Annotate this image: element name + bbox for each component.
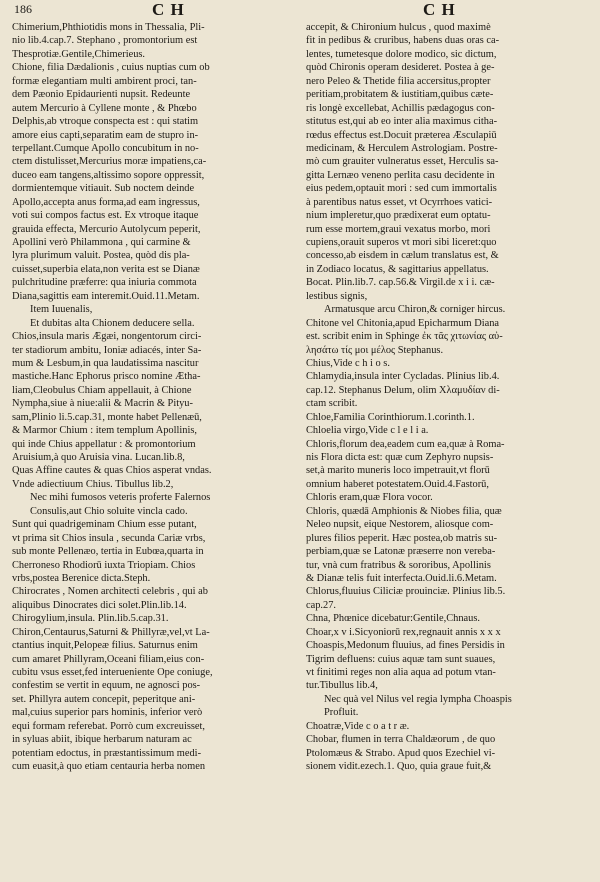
text-line: plures filios peperit. Hæc postea,ob matris su- <box>306 532 498 544</box>
text-line: ctam scribit. <box>306 398 358 410</box>
text-line: Delphis,ab vtroque conspecta est : qui statim <box>12 116 199 128</box>
text-line: lentes, tumetesque dolore modico, sic dictum, <box>306 48 497 60</box>
text-line: peritiam,probitatem & iustitiam,quibus cæte- <box>306 89 494 101</box>
text-line: quòd Chironis operam desideret. Postea à ge- <box>306 62 495 74</box>
text-line: Diana,sagittis eam interemit.Ouid.11.Metam. <box>12 290 200 302</box>
text-line: Sunt qui quadrigeminam Chium esse putant, <box>12 519 197 531</box>
text-line: Nympha,siue à niue:alii & Macrin & Pityu- <box>12 398 193 410</box>
text-line: gitta Lernæo veneno perlita casu decidente in <box>306 169 495 181</box>
text-line: nio lib.4.cap.7. Stephano , promontorium est <box>12 35 198 47</box>
text-line: set,à marito muneris loco impetrauit,vt florū <box>306 465 490 477</box>
page-number: 186 <box>14 2 32 16</box>
text-line: pulchritudine præferre: qua iniuria commota <box>12 277 197 289</box>
text-line: ctem distulisset,Mercurius moræ impatiens,ca- <box>12 156 207 168</box>
text-line: vt finitimi reges non alia aqua ad potum vtan- <box>306 667 496 678</box>
text-line: Chlamydia,insula inter Cycladas. Plinius lib.4. <box>306 371 500 383</box>
text-line: voti sui compos factus est. Ex vtroque itaque <box>12 210 199 222</box>
text-line: nium impleretur,quo prædixerat eum optatu- <box>306 210 491 222</box>
text-line: Bocat. Plin.lib.7. cap.56.& Virgil.de x i i. cæ- <box>306 277 495 289</box>
text-line: & Dianæ telis fuit interfecta.Ouid.li.6.Metam. <box>306 572 497 584</box>
text-line: Chimerium,Phthiotidis mons in Thessalia, Pli- <box>12 22 205 33</box>
text-line: dem Pæonio Epidaurienti nupsit. Redeunte <box>12 89 191 101</box>
text-line: Neleo nupsit, eique Nestorem, aliosque com- <box>306 519 494 531</box>
text-line: equi formam referebat. Porrò cum excreuisset, <box>12 720 206 732</box>
running-head-left: C H <box>152 0 185 19</box>
text-line: Choar,x v i.Sicyoniorū rex,regnauit annis x x x <box>306 626 501 638</box>
text-line: perbiam,quæ se Latonæ præserre non vereba- <box>306 546 496 558</box>
text-line: Chitone vel Chitonia,apud Epicharmum Diana <box>306 317 500 329</box>
text-line: accepit, & Chironium hulcus , quod maximè <box>306 22 491 33</box>
text-line: ris longè excellebat, Achillis pædagogus con- <box>306 102 495 114</box>
text-line: est. scribit enim in Sphinge ἐκ τᾶς χιτωνίας αὐ- <box>306 331 503 343</box>
text-line: concesso,ab eisdem in cælum translatus est, & <box>306 250 499 262</box>
left-column <box>12 21 298 774</box>
text-line: amore eius capti,separatim eam de stupro in- <box>12 129 199 141</box>
text-line: potentiam edoctus, in præstantissimum medi- <box>12 747 202 759</box>
text-line: Armatusque arcu Chiron,& corniger hircus. <box>324 304 506 316</box>
text-line: Chloelia virgo,Vide c l e l i a. <box>306 425 429 437</box>
text-line: Chione, filia Dædalionis , cuius nuptias cum ob <box>12 62 210 74</box>
text-line: terpellant.Cumque Apollo concubitum in no- <box>12 142 199 154</box>
text-line: Aruisium,à quo Aruisia vina. Lucan.lib.8, <box>12 452 185 463</box>
text-line: Chius,Vide c h i o s. <box>306 357 390 369</box>
text-line: cupiens,orauit superos vt mori sibi liceret:quo <box>306 237 497 248</box>
text-line: Choatræ,Vide c o a t r æ. <box>306 720 410 732</box>
text-line: Thesprotiæ.Gentile,Chimerieus. <box>12 48 146 60</box>
text-line: aliquibus Dinocrates dici solet.Plin.lib.14. <box>12 599 187 611</box>
text-line: eius pedem,optauit mori : sed cum immortalis <box>306 183 497 195</box>
text-line: Quas Affine cautes & quas Chios asperat vndas. <box>12 465 212 477</box>
text-line: & Marmor Chium : item templum Apollinis, <box>12 425 198 437</box>
text-line: tur.Tibullus lib.4, <box>306 680 378 692</box>
text-line: Nec mihi fumosos veteris proferte Falernos <box>30 492 211 504</box>
text-line: set. Phillyra autem concepit, peperitque ani- <box>12 693 196 705</box>
text-line: nero Peleo & Thetide filia accersitus,propter <box>306 75 491 87</box>
text-line: tur, vnà cum fratribus & sororibus, Apollinis <box>306 559 491 571</box>
right-column <box>306 21 592 774</box>
text-line: dormientemque vitiauit. Sub noctem deinde <box>12 183 195 195</box>
text-line: Nec quà vel Nilus vel regia lympha Choaspis <box>324 693 512 705</box>
text-line: Apollo,accepta anus forma,ad eam ingressus, <box>12 196 200 208</box>
text-line: cap.27. <box>306 599 337 611</box>
text-line: Et dubitas alta Chionem deducere sella. <box>30 317 195 329</box>
text-line: confestim se vertit in equum, ne agnosci pos- <box>12 680 201 692</box>
text-line: Vnde adiectiuum Chius. Tibullus lib.2, <box>12 478 174 490</box>
text-line: sam,Plinio li.5.cap.31, monte habet Pellenæū, <box>12 411 202 423</box>
text-line: Item Iuuenalis, <box>30 304 93 316</box>
text-line: Chobar, flumen in terra Chaldæorum , de quo <box>306 734 496 746</box>
text-line: sionem vidit.ezech.1. Quo, quia graue fuit,& <box>306 761 492 773</box>
text-line: Consulis,aut Chio soluite vincla cado. <box>30 505 188 517</box>
text-line: cubitu vsus esset,fed interueniente Ope coniuge, <box>12 667 213 678</box>
running-head-right: C H <box>423 0 456 19</box>
text-line: mastiche.Hanc Ephorus prisco nomine Ætha- <box>12 371 201 383</box>
text-line: Chna, Phœnice dicebatur:Gentile,Chnaus. <box>306 613 481 625</box>
text-line: Chios,insula maris Ægæi, nongentorum circi- <box>12 331 202 343</box>
text-line: autem Mercurio à Cyllene monte , & Phœbo <box>12 102 197 114</box>
text-line: Chloris,florum dea,eadem cum ea,quæ à Roma- <box>306 438 505 450</box>
text-line: cum euasit,à quo etiam centauria herba nomen <box>12 761 206 773</box>
text-line: medicinam, & Herculem Astrologiam. Postre- <box>306 142 498 154</box>
text-line: ctantius inquit,Pelopeæ filius. Saturnus enim <box>12 640 198 652</box>
text-line: Profluit. <box>324 707 359 719</box>
text-line: nis Flora dicta est: quæ cum Zephyro nupsis- <box>306 452 494 463</box>
text-line: lyra plurimum valuit. Postea, quòd dis pla- <box>12 250 190 262</box>
text-line: formæ elegantiam multi ambirent proci, tan- <box>12 75 197 87</box>
text-line: Chloe,Familia Corinthiorum.1.corinth.1. <box>306 411 475 423</box>
text-line: liam,Cleobulus Chiam appellauit, à Chione <box>12 384 192 396</box>
text-line: Chloris eram,quæ Flora vocor. <box>306 492 433 504</box>
text-line: à parentibus natus esset, vt Ocyrrhoes vatici- <box>306 196 493 208</box>
text-line: in Zodiaco locatus, & sagittarius appellatus. <box>306 263 489 275</box>
text-line: Ptolomæus & Strabo. Apud quos Ezechiel vi- <box>306 747 496 759</box>
text-line: duceo eam tangens,altissimo sopore oppressit, <box>12 169 205 181</box>
text-line: rœdus effectus est.Docuit præterea Æsculapiū <box>306 129 497 141</box>
text-line: ter stadiorum ambitu, Ioniæ adiacés, inter Sa- <box>12 344 202 356</box>
text-line: cuisset,superbia elata,non verita est se Dianæ <box>12 263 200 275</box>
text-line: lestibus signis, <box>306 290 368 302</box>
text-line: Choaspis,Medonum fluuius, ad fines Persidis in <box>306 640 505 652</box>
text-line: Chlorus,fluuius Ciliciæ prouinciæ. Plinius lib.5. <box>306 586 506 598</box>
text-line: grauida effecta, Mercurio Autolycum peperit, <box>12 223 201 235</box>
text-line: Tigrim defluens: cuius aquæ tam sunt suaues, <box>306 653 496 665</box>
text-line: qui inde Chius appellatur : & promontorium <box>12 438 196 450</box>
text-line: vt prima sit Chios insula , secunda Cariæ vrbs, <box>12 532 206 544</box>
text-line: Chirocrates , Nomen architecti celebris , qui ab <box>12 586 208 598</box>
text-line: in syluas abiit, ibique herbarum naturam ac <box>12 734 192 746</box>
text-line: cap.12. Stephanus Delum, olim Χλαμυδίαν di- <box>306 384 500 396</box>
text-line: rum esse mortem,graui vexatus morbo, mori <box>306 223 491 235</box>
text-line: fit in pedibus & cruribus, habens duas oras ca- <box>306 35 500 47</box>
text-line: Chloris, quædā Amphionis & Niobes filia, quæ <box>306 505 502 517</box>
text-line: sub monte Pellenæo, tertia in Eubœa,quarta in <box>12 546 204 558</box>
text-line: mum & Lesbum,in qua laudatissima nascitur <box>12 357 199 369</box>
text-line: Chirogylium,insula. Plin.lib.5.cap.31. <box>12 613 169 625</box>
text-line: λησάτω τίς μοι μέλος Stephanus. <box>306 344 444 356</box>
text-line: Chiron,Centaurus,Saturni & Phillyræ,vel,vt La- <box>12 626 210 638</box>
text-line: cum amaret Phillyram,Oceani filiam,eius con- <box>12 653 205 665</box>
text-line: Apollini verò Philammona , qui carmine & <box>12 237 191 248</box>
text-line: vrbs,postea Berenice dicta.Steph. <box>12 572 151 584</box>
text-line: mal,cuius superior pars hominis, inferior verò <box>12 707 203 719</box>
text-line: omnium haberet potestatem.Ouid.4.Fastorū, <box>306 478 489 490</box>
text-line: mò cum grauiter vulneratus esset, Herculis sa- <box>306 156 499 168</box>
text-line: stitutus est,qui ab eo inter alia maximus citha- <box>306 116 498 128</box>
text-line: Cherroneso Rhodiorū iuxta Triopiam. Chios <box>12 559 196 571</box>
